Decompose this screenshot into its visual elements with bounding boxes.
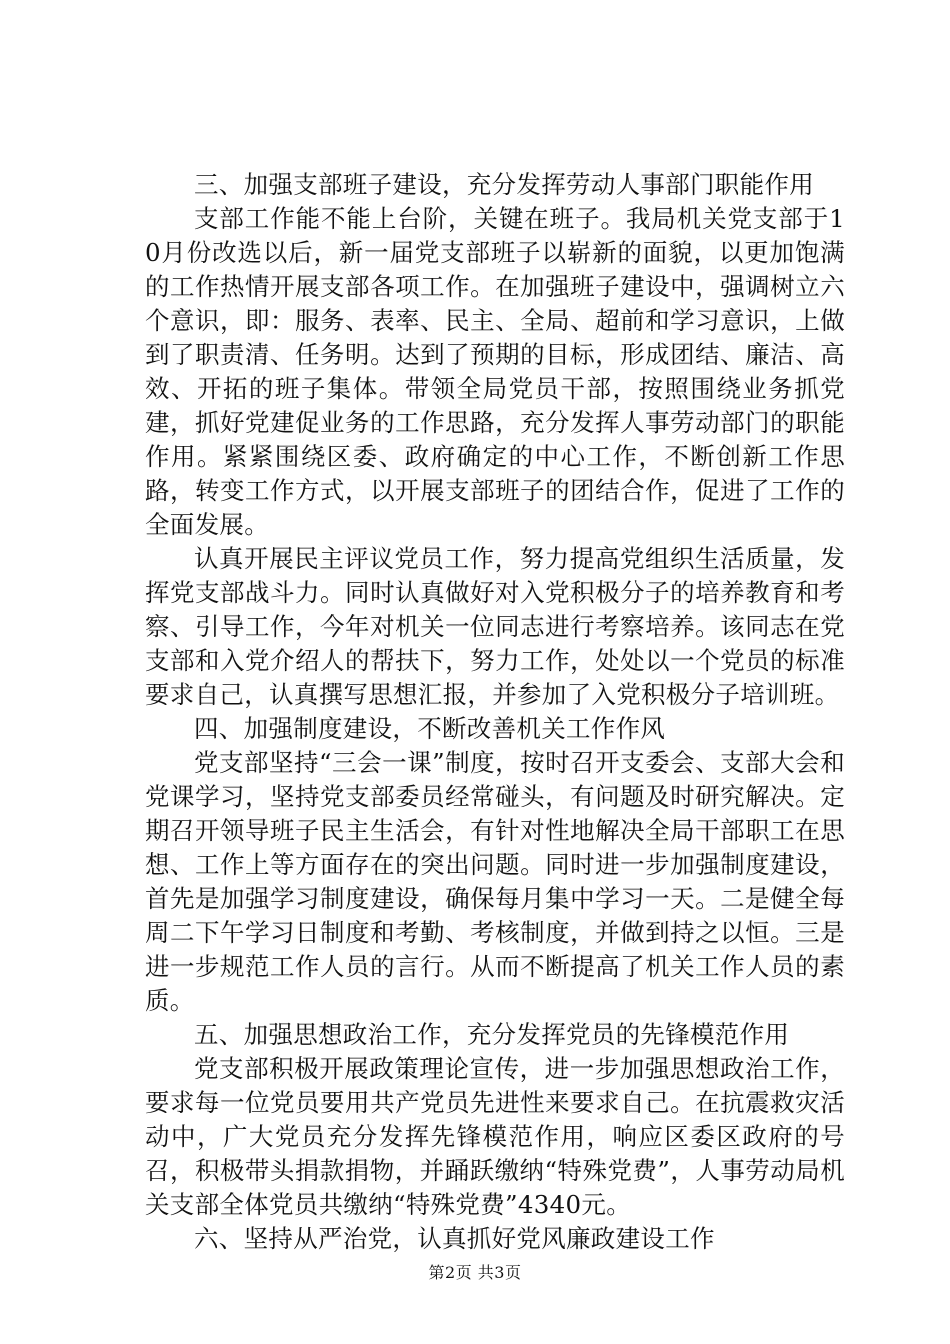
- section-heading-6: 六、坚持从严治党，认真抓好党风廉政建设工作: [194, 1224, 715, 1253]
- document-body: [145, 168, 845, 1256]
- paragraph: 党支部坚持“三会一课”制度，按时召开支委会、支部大会和党课学习，坚持党支部委员经常碰头，有问题及时研究解决。定期召开领导班子民主生活会，有针对性地解决全局干部职工在思想、工作上等方面存在的突出问题。同时进一步加强制度建设，首先是加强学习制度建设，确保每月集中学习一天。二是健全每周二下午学习日制度和考勤、考核制度，并做到持之以恒。三是进一步规范工作人员的言行。从而不断提高了机关工作人员的素质。: [145, 748, 845, 1015]
- paragraph: 认真开展民主评议党员工作，努力提高党组织生活质量，发挥党支部战斗力。同时认真做好对入党积极分子的培养教育和考察、引导工作，今年对机关一位同志进行考察培养。该同志在党支部和入党介绍人的帮扶下，努力工作，处处以一个党员的标准要求自己，认真撰写思想汇报，并参加了入党积极分子培训班。: [145, 544, 845, 709]
- page-footer: 第2页 共3页: [428, 1263, 522, 1282]
- section-heading-3: 三、加强支部班子建设，充分发挥劳动人事部门职能作用: [194, 170, 814, 199]
- section-heading-5: 五、加强思想政治工作，充分发挥党员的先锋模范作用: [194, 1020, 790, 1049]
- paragraph: 支部工作能不能上台阶，关键在班子。我局机关党支部于10月份改选以后，新一届党支部班子以崭新的面貌，以更加饱满的工作热情开展支部各项工作。在加强班子建设中，强调树立六个意识，即：服务、表率、民主、全局、超前和学习意识，上做到了职责清、任务明。达到了预期的目标，形成团结、廉洁、高效、开拓的班子集体。带领全局党员干部，按照围绕业务抓党建，抓好党建促业务的工作思路，充分发挥人事劳动部门的职能作用。紧紧围绕区委、政府确定的中心工作，不断创新工作思路，转变工作方式，以开展支部班子的团结合作，促进了工作的全面发展。: [145, 204, 845, 539]
- section-heading-4: 四、加强制度建设，不断改善机关工作作风: [194, 714, 666, 743]
- paragraph: 党支部积极开展政策理论宣传，进一步加强思想政治工作，要求每一位党员要用共产党员先进性来要求自己。在抗震救灾活动中，广大党员充分发挥先锋模范作用，响应区委区政府的号召，积极带头捐款捐物，并踊跃缴纳“特殊党费”，人事劳动局机关支部全体党员共缴纳“特殊党费”4340元。: [145, 1054, 845, 1219]
